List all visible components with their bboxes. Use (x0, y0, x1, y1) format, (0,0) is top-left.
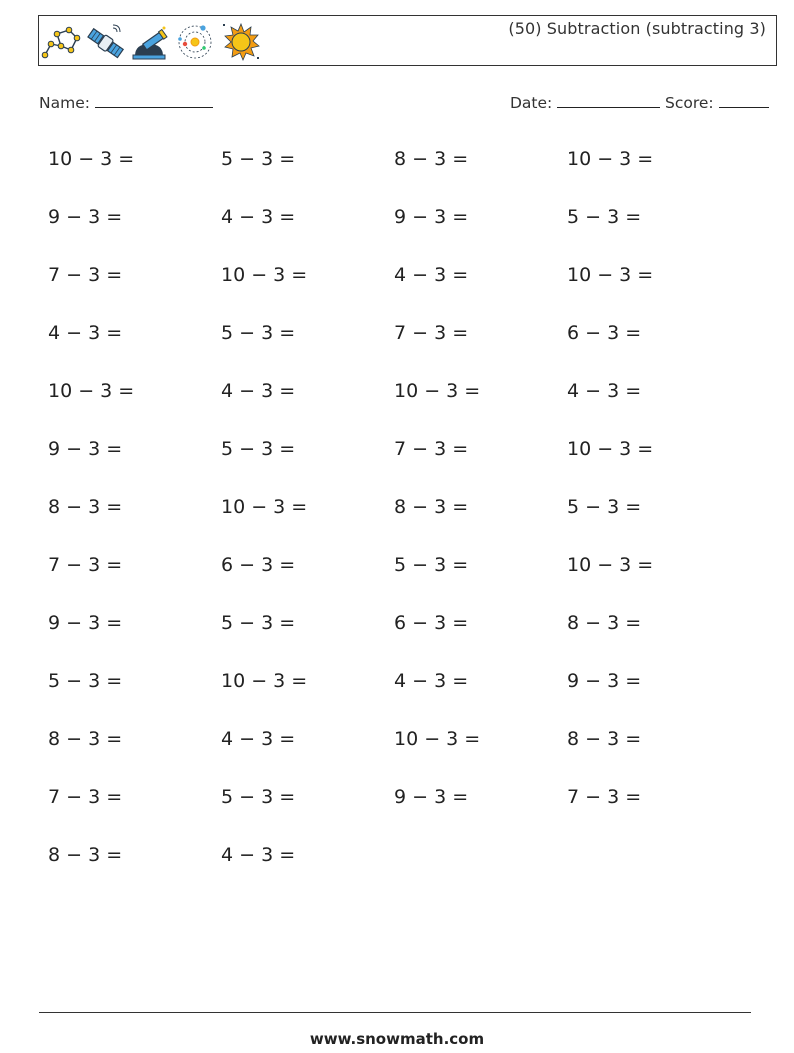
problem-item: 8 − 3 = (48, 728, 123, 750)
problem-item: 5 − 3 = (221, 786, 296, 808)
problem-item: 5 − 3 = (567, 496, 642, 518)
solar-system-icon (175, 22, 215, 62)
problem-item: 9 − 3 = (394, 786, 469, 808)
problem-item: 7 − 3 = (48, 264, 123, 286)
problem-item: 5 − 3 = (567, 206, 642, 228)
problem-item: 4 − 3 = (48, 322, 123, 344)
name-blank[interactable] (95, 93, 213, 108)
problem-item: 6 − 3 = (394, 612, 469, 634)
problem-item: 4 − 3 = (394, 264, 469, 286)
sun-icon (221, 22, 261, 62)
problem-item: 4 − 3 = (394, 670, 469, 692)
problem-item: 10 − 3 = (567, 438, 654, 460)
worksheet-header (38, 15, 777, 66)
problem-item: 8 − 3 = (567, 612, 642, 634)
problem-item: 10 − 3 = (221, 264, 308, 286)
problem-item: 4 − 3 = (567, 380, 642, 402)
score-field[interactable] (665, 93, 769, 112)
problem-item: 8 − 3 = (567, 728, 642, 750)
problem-item: 7 − 3 = (567, 786, 642, 808)
name-field[interactable] (39, 93, 213, 112)
date-blank[interactable] (557, 93, 660, 108)
date-field[interactable] (510, 93, 660, 112)
problem-item: 10 − 3 = (48, 380, 135, 402)
problem-item: 10 − 3 = (48, 148, 135, 170)
problem-item: 10 − 3 = (567, 554, 654, 576)
footer-url[interactable]: www.snowmath.com (309, 1030, 485, 1048)
footer-divider (39, 1012, 751, 1013)
problem-item: 5 − 3 = (221, 612, 296, 634)
problem-item: 5 − 3 = (394, 554, 469, 576)
worksheet-title: (50) Subtraction (subtracting 3) (508, 19, 766, 38)
problem-item: 7 − 3 = (394, 438, 469, 460)
problem-item: 9 − 3 = (48, 612, 123, 634)
problem-item: 5 − 3 = (48, 670, 123, 692)
satellite-icon (85, 22, 125, 62)
date-label: Date: (510, 94, 553, 112)
problem-item: 10 − 3 = (567, 264, 654, 286)
problem-item: 7 − 3 = (48, 554, 123, 576)
problem-item: 9 − 3 = (48, 206, 123, 228)
problem-item: 4 − 3 = (221, 380, 296, 402)
problem-item: 7 − 3 = (394, 322, 469, 344)
problem-item: 9 − 3 = (394, 206, 469, 228)
problem-item: 5 − 3 = (221, 148, 296, 170)
problem-item: 10 − 3 = (567, 148, 654, 170)
problem-item: 9 − 3 = (567, 670, 642, 692)
problem-item: 8 − 3 = (394, 148, 469, 170)
score-blank[interactable] (719, 93, 769, 108)
problem-item: 8 − 3 = (394, 496, 469, 518)
problem-item: 9 − 3 = (48, 438, 123, 460)
problem-item: 6 − 3 = (567, 322, 642, 344)
telescope-icon (129, 22, 169, 62)
problem-item: 4 − 3 = (221, 844, 296, 866)
problem-item: 6 − 3 = (221, 554, 296, 576)
problem-item: 5 − 3 = (221, 438, 296, 460)
problem-item: 8 − 3 = (48, 496, 123, 518)
problem-item: 10 − 3 = (394, 728, 481, 750)
problem-item: 10 − 3 = (221, 670, 308, 692)
problem-item: 8 − 3 = (48, 844, 123, 866)
constellation-icon (41, 22, 81, 62)
name-label: Name: (39, 94, 90, 112)
problem-item: 10 − 3 = (221, 496, 308, 518)
problem-item: 5 − 3 = (221, 322, 296, 344)
problem-item: 10 − 3 = (394, 380, 481, 402)
problem-item: 4 − 3 = (221, 206, 296, 228)
problem-item: 7 − 3 = (48, 786, 123, 808)
problem-item: 4 − 3 = (221, 728, 296, 750)
score-label: Score: (665, 94, 714, 112)
